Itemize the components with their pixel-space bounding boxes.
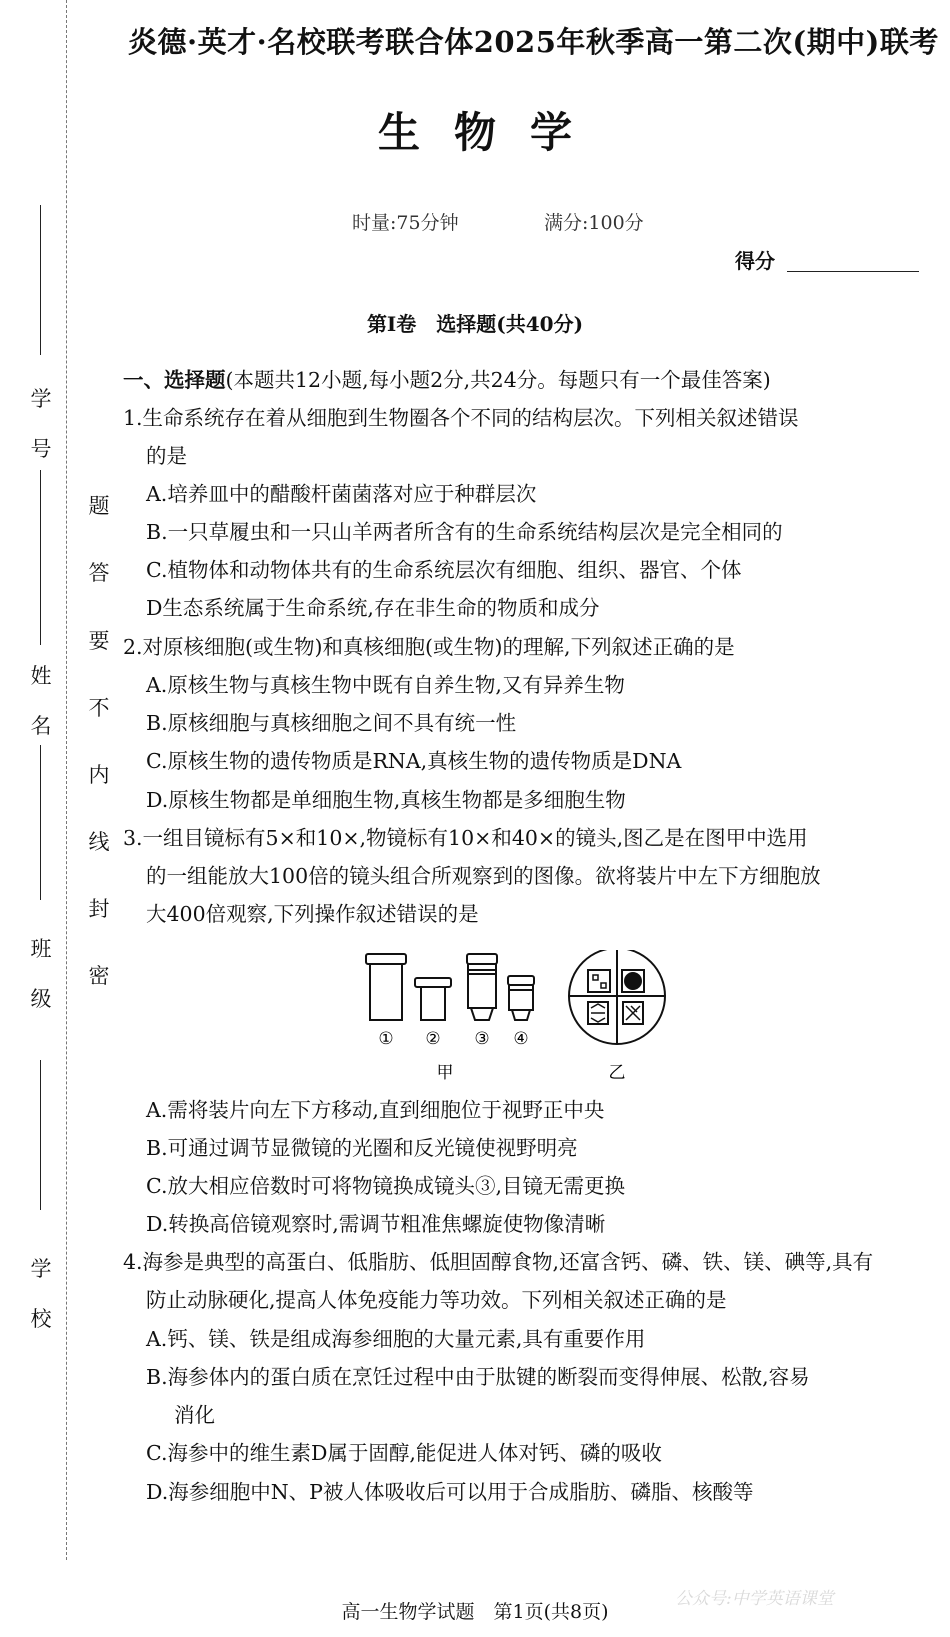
- seal-char: 题: [88, 494, 110, 518]
- lens-4: [508, 976, 534, 1020]
- q1-option-d: D生态系统属于生命系统,存在非生命的物质和成分: [146, 596, 600, 620]
- q1-option-a: A.培养皿中的醋酸杆菌菌落对应于种群层次: [146, 482, 537, 506]
- q3-option-a: A.需将装片向左下方移动,直到细胞位于视野正中央: [146, 1098, 605, 1122]
- q3-stem: 3.一组目镜标有5×和10×,物镜标有10×和40×的镜头,图乙是在图甲中选用: [123, 826, 808, 850]
- figure-yi-label: 乙: [608, 1063, 626, 1083]
- lens-1: [366, 954, 406, 1020]
- seal-char: 不: [88, 696, 110, 720]
- score-label: 得分: [735, 249, 775, 273]
- exam-duration: 时量:75分钟: [352, 212, 459, 234]
- lens-3: [467, 954, 497, 1020]
- q3-option-b: B.可通过调节显微镜的光圈和反光镜使视野明亮: [146, 1136, 578, 1160]
- class-line: [40, 745, 41, 900]
- q4-option-b: B.海参体内的蛋白质在烹饪过程中由于肽键的断裂而变得伸展、松散,容易: [146, 1365, 810, 1389]
- name-label: 姓 名: [30, 664, 52, 738]
- q2-option-b: B.原核细胞与真核细胞之间不具有统一性: [146, 711, 517, 735]
- q4-stem-cont: 防止动脉硬化,提高人体免疫能力等功效。下列相关叙述正确的是: [146, 1288, 727, 1312]
- q2-option-c: C.原核生物的遗传物质是RNA,真核生物的遗传物质是DNA: [146, 749, 682, 773]
- lens-label: ②: [425, 1029, 441, 1049]
- part1-heading-row: [123, 365, 771, 395]
- student-id-label: 学 号: [30, 387, 52, 461]
- q4-option-c: C.海参中的维生素D属于固醇,能促进人体对钙、磷的吸收: [146, 1441, 662, 1465]
- q4-option-b-cont: 消化: [174, 1403, 215, 1427]
- q3-option-d: D.转换高倍镜观察时,需调节粗准焦螺旋使物像清晰: [146, 1212, 606, 1236]
- q2-stem: 2.对原核细胞(或生物)和真核细胞(或生物)的理解,下列叙述正确的是: [123, 635, 735, 659]
- lens-label: ③: [474, 1029, 490, 1049]
- q3-stem-cont2: 大400倍观察,下列操作叙述错误的是: [146, 902, 479, 926]
- section-title: 第Ⅰ卷 选择题(共40分): [366, 312, 584, 336]
- seal-char: 密: [88, 964, 110, 988]
- q3-figure: [355, 950, 685, 1085]
- score-blank[interactable]: [787, 271, 919, 272]
- seal-dashed-line: [66, 0, 67, 1560]
- q2-option-a: A.原核生物与真核生物中既有自养生物,又有异养生物: [146, 673, 625, 697]
- q1-stem: 1.生命系统存在着从细胞到生物圈各个不同的结构层次。下列相关叙述错误: [123, 406, 799, 430]
- lens-label: ①: [378, 1029, 394, 1049]
- seal-char: 线: [88, 830, 110, 854]
- school-line: [40, 1060, 41, 1210]
- subject-title: 生物学: [377, 108, 606, 157]
- q1-option-c: C.植物体和动物体共有的生命系统层次有细胞、组织、器官、个体: [146, 558, 742, 582]
- q4-option-a: A.钙、镁、铁是组成海参细胞的大量元素,具有重要作用: [146, 1327, 646, 1351]
- school-label: 学 校: [30, 1257, 52, 1331]
- part1-heading: 一、选择题: [123, 368, 226, 392]
- watermark: 公众号:中学英语课堂: [675, 1589, 834, 1609]
- name-line: [40, 470, 41, 645]
- figure-jia-label: 甲: [436, 1063, 454, 1083]
- seal-char: 要: [88, 629, 110, 653]
- seal-char: 封: [88, 897, 110, 921]
- q3-stem-cont: 的一组能放大100倍的镜头组合所观察到的图像。欲将装片中左下方细胞放: [146, 864, 821, 888]
- seal-char: 答: [88, 561, 110, 585]
- q4-option-d: D.海参细胞中N、P被人体吸收后可以用于合成脂肪、磷脂、核酸等: [146, 1480, 754, 1504]
- seal-char: 内: [88, 763, 110, 787]
- q3-option-c: C.放大相应倍数时可将物镜换成镜头③,目镜无需更换: [146, 1174, 625, 1198]
- q2-option-d: D.原核生物都是单细胞生物,真核生物都是多细胞生物: [146, 788, 626, 812]
- field-of-view: [569, 950, 665, 1044]
- q1-stem-cont: 的是: [146, 444, 187, 468]
- q4-stem: 4.海参是典型的高蛋白、低脂肪、低胆固醇食物,还富含钙、磷、铁、镁、碘等,具有: [123, 1250, 874, 1274]
- q1-option-b: B.一只草履虫和一只山羊两者所含有的生命系统结构层次是完全相同的: [146, 520, 783, 544]
- page-footer: 高一生物学试题 第1页(共8页): [341, 1601, 609, 1623]
- exam-title: 炎德·英才·名校联考联合体2025年秋季高一第二次(期中)联考: [128, 25, 939, 59]
- lens-2: [415, 978, 451, 1020]
- lens-label: ④: [513, 1029, 529, 1049]
- full-score: 满分:100分: [544, 212, 644, 234]
- class-label: 班 级: [30, 937, 52, 1011]
- part1-note: (本题共12小题,每小题2分,共24分。每题只有一个最佳答案): [225, 368, 771, 392]
